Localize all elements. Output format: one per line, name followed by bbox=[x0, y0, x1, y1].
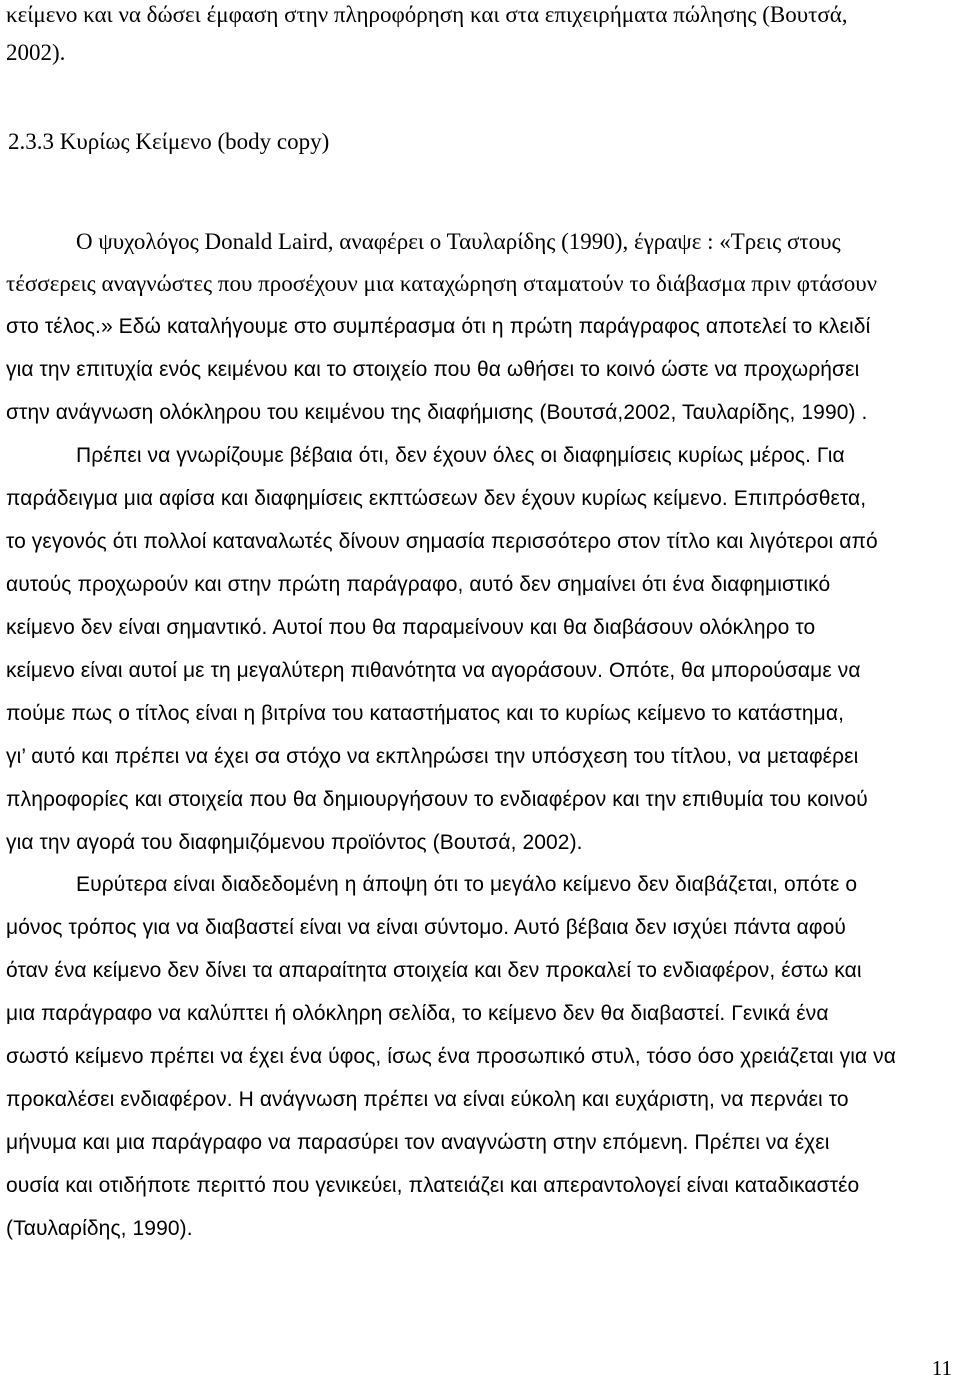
text-line: κείμενο και να δώσει έμφαση στην πληροφόρηση και στα επιχειρήματα πώλησης (Βουτσά, bbox=[6, 2, 848, 27]
section-heading: 2.3.3 Κυρίως Κείμενο (body copy) bbox=[8, 129, 330, 154]
text-line: για την αγορά του διαφημιζόμενου προϊόντος (Βουτσά, 2002). bbox=[6, 831, 583, 854]
text-line: στην ανάγνωση ολόκληρου του κειμένου της διαφήμισης (Βουτσά,2002, Ταυλαρίδης, 1990) . bbox=[6, 401, 868, 424]
text-line: Πρέπει να γνωρίζουμε βέβαια ότι, δεν έχουν όλες οι διαφημίσεις κυρίως μέρος. Για bbox=[76, 444, 845, 467]
text-line: πληροφορίες και στοιχεία που θα δημιουργήσουν το ενδιαφέρον και την επιθυμία του κοινού bbox=[6, 788, 868, 811]
text-line: ουσία και οτιδήποτε περιττό που γενικεύει, πλατειάζει και απεραντολογεί είναι καταδικαστέο bbox=[6, 1174, 860, 1197]
text-line: πούμε πως ο τίτλος είναι η βιτρίνα του καταστήματος και το κυρίως κείμενο το κατάστημα, bbox=[6, 702, 845, 725]
text-line: μόνος τρόπος για να διαβαστεί είναι να είναι σύντομο. Αυτό βέβαια δεν ισχύει πάντα αφού bbox=[6, 916, 846, 939]
text-line: όταν ένα κείμενο δεν δίνει τα απαραίτητα στοιχεία και δεν προκαλεί το ενδιαφέρον, έστω και bbox=[6, 959, 862, 982]
text-line: κείμενο είναι αυτοί με τη μεγαλύτερη πιθανότητα να αγοράσουν. Οπότε, θα μπορούσαμε να bbox=[6, 659, 861, 682]
text-line: μήνυμα και μια παράγραφο να παρασύρει τον αναγνώστη στην επόμενη. Πρέπει να έχει bbox=[6, 1131, 830, 1154]
text-line: γι’ αυτό και πρέπει να έχει σα στόχο να εκπληρώσει την υπόσχεση του τίτλου, να μεταφέρει bbox=[6, 745, 859, 768]
text-line: παράδειγμα μια αφίσα και διαφημίσεις εκπτώσεων δεν έχουν κυρίως κείμενο. Επιπρόσθετα, bbox=[6, 487, 867, 510]
text-line: τέσσερεις αναγνώστες που προσέχουν μια καταχώρηση σταματούν το διάβασμα πριν φτάσουν bbox=[6, 271, 877, 296]
text-line: κείμενο δεν είναι σημαντικό. Αυτοί που θα παραμείνουν και θα διαβάσουν ολόκληρο το bbox=[6, 616, 816, 639]
text-line: στο τέλος.» Εδώ καταλήγουμε στο συμπέρασμα ότι η πρώτη παράγραφος αποτελεί το κλειδί bbox=[6, 315, 871, 338]
page-number: 11 bbox=[931, 1356, 952, 1380]
text-line: αυτούς προχωρούν και στην πρώτη παράγραφο, αυτό δεν σημαίνει ότι ένα διαφημιστικό bbox=[6, 573, 831, 596]
text-line: 2002). bbox=[6, 40, 66, 65]
text-line: προκαλέσει ενδιαφέρον. Η ανάγνωση πρέπει να είναι εύκολη και ευχάριστη, να περνάει το bbox=[6, 1088, 849, 1111]
text-line: το γεγονός ότι πολλοί καταναλωτές δίνουν σημασία περισσότερο στον τίτλο και λιγότεροι από bbox=[6, 530, 878, 553]
text-line: μια παράγραφο να καλύπτει ή ολόκληρη σελίδα, το κείμενο δεν θα διαβαστεί. Γενικά ένα bbox=[6, 1002, 829, 1025]
text-line: (Ταυλαρίδης, 1990). bbox=[6, 1217, 193, 1240]
text-line: για την επιτυχία ενός κειμένου και το στοιχείο που θα ωθήσει το κοινό ώστε να προχωρήσει bbox=[6, 358, 860, 381]
text-line: Ο ψυχολόγος Donald Laird, αναφέρει ο Ταυλαρίδης (1990), έγραψε : «Τρεις στους bbox=[76, 229, 841, 254]
text-line: Ευρύτερα είναι διαδεδομένη η άποψη ότι το μεγάλο κείμενο δεν διαβάζεται, οπότε ο bbox=[76, 873, 858, 896]
text-line: σωστό κείμενο πρέπει να έχει ένα ύφος, ίσως ένα προσωπικό στυλ, τόσο όσο χρειάζεται για να bbox=[6, 1045, 896, 1068]
